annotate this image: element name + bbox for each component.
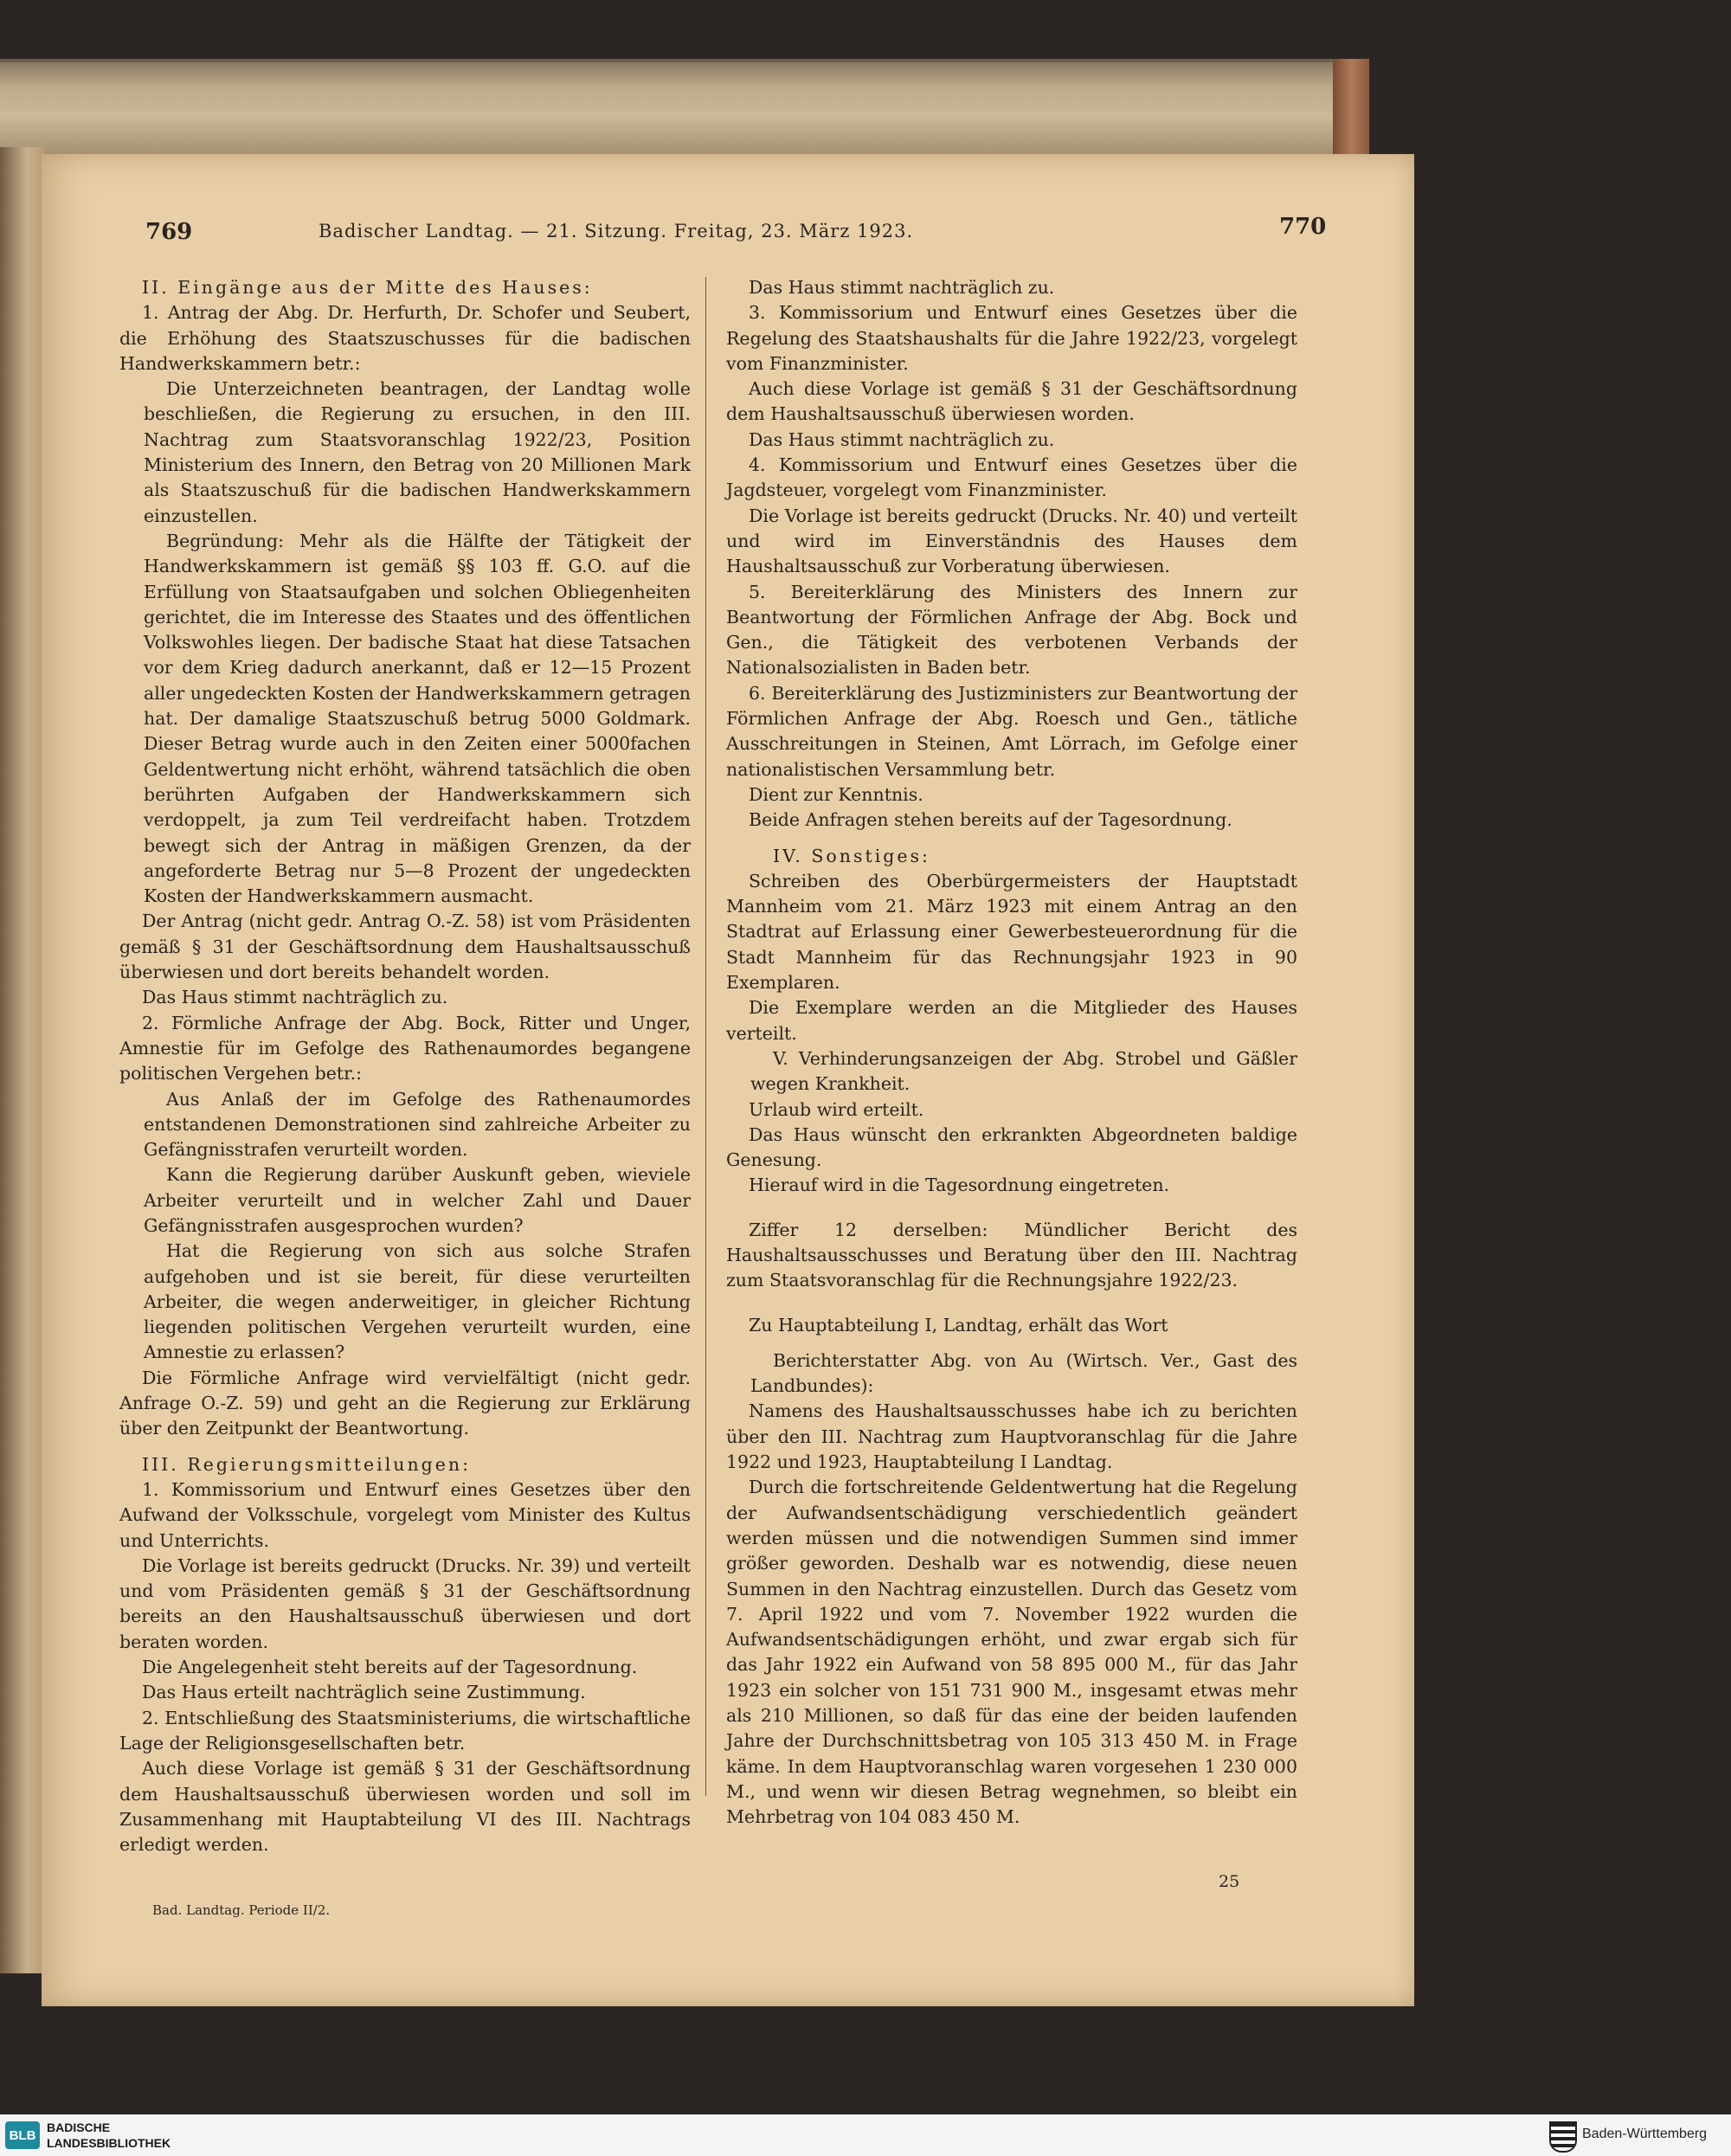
paragraph: Namens des Haushaltsausschusses habe ich zu berichten über den III. Nachtrag zum Hauptvoranschlag für die Jahre 1922 und 1923, Hauptabteilung I Landtag. bbox=[726, 1400, 1297, 1473]
paragraph: Das Haus stimmt nachträglich zu. bbox=[749, 428, 1055, 450]
bw-coat-of-arms-icon bbox=[1549, 2121, 1577, 2153]
paragraph: Das Haus erteilt nachträglich seine Zustimmung. bbox=[142, 1682, 586, 1703]
paragraph: 3. Kommissorium und Entwurf eines Gesetzes über die Regelung des Staatshaushalts für die Jahre 1922/23, vorgelegt vom Finanzminister. bbox=[726, 302, 1297, 374]
paragraph: 5. Bereiterklärung des Ministers des Innern zur Beantwortung der Förmlichen Anfrage der Abg. Bock und Gen., die Tätigkeit des verbotenen Verbands der Nationalsozialisten in Baden betr. bbox=[726, 581, 1297, 679]
paragraph: Das Haus stimmt nachträglich zu. bbox=[749, 277, 1055, 298]
section-heading: IV. Sonstiges: bbox=[773, 845, 930, 866]
book-cover-edge bbox=[1333, 59, 1369, 156]
paragraph: Hierauf wird in die Tagesordnung eingetreten. bbox=[749, 1175, 1170, 1196]
paragraph: Die Angelegenheit steht bereits auf der Tagesordnung. bbox=[142, 1657, 638, 1678]
library-name-line1: BADISCHE bbox=[47, 2121, 111, 2134]
paragraph: 6. Bereiterklärung des Justizministers zur Beantwortung der Förmlichen Anfrage der Abg. Roesch und Gen., tätliche Ausschreitungen in Steinen, Amt Lörrach, im Gefolge einer nationalistischen Versammlung betr. bbox=[726, 682, 1297, 780]
paragraph: Die Vorlage ist bereits gedruckt (Drucks. Nr. 40) und verteilt und wird im Einverständnis des Hauses dem Haushaltsausschuß zur Vorberatung überwiesen. bbox=[726, 505, 1297, 577]
paragraph: Zu Hauptabteilung I, Landtag, erhält das Wort bbox=[749, 1314, 1168, 1335]
page-number-right: 770 bbox=[1279, 214, 1327, 240]
paragraph: Schreiben des Oberbürgermeisters der Hauptstadt Mannheim vom 21. März 1923 mit einem Antrag an den Stadtrat auf Erlassung einer Gewerbesteuerordnung für die Stadt Mannheim für das Rechnungsjahr 1923 in 90 Exemplaren. bbox=[726, 870, 1297, 994]
column-divider bbox=[705, 277, 706, 1796]
paragraph: Das Haus wünscht den erkrankten Abgeordneten baldige Genesung. bbox=[726, 1123, 1297, 1171]
paragraph: 1. Antrag der Abg. Dr. Herfurth, Dr. Schofer und Seubert, die Erhöhung des Staatszuschusses für die badischen Handwerkskammern betr.: bbox=[119, 302, 691, 374]
library-name-line2: LANDESBIBLIOTHEK bbox=[47, 2136, 171, 2150]
left-page-edge bbox=[0, 147, 45, 1973]
paragraph: V. Verhinderungsanzeigen der Abg. Strobel und Gäßler wegen Krankheit. bbox=[750, 1047, 1297, 1095]
paragraph: Die Förmliche Anfrage wird vervielfältigt (nicht gedr. Anfrage O.-Z. 59) und geht an die Regierung zur Erklärung über den Zeitpunkt der Beantwortung. bbox=[119, 1367, 691, 1439]
paragraph: Aus Anlaß der im Gefolge des Rathenaumordes entstandenen Demonstrationen sind zahlreiche Arbeiter zu Gefängnisstrafen verurteilt worden. bbox=[144, 1088, 691, 1161]
running-header bbox=[145, 214, 1327, 254]
right-column bbox=[726, 275, 1297, 1831]
paragraph: Die Exemplare werden an die Mitglieder des Hauses verteilt. bbox=[726, 997, 1297, 1044]
section-heading: II. Eingänge aus der Mitte des Hauses: bbox=[142, 277, 593, 298]
book-page-stack bbox=[0, 59, 1369, 159]
page-number-left: 769 bbox=[145, 219, 193, 245]
paragraph: Auch diese Vorlage ist gemäß § 31 der Geschäftsordnung dem Haushaltsausschuß überwiesen worden. bbox=[726, 378, 1297, 425]
header-title: Badischer Landtag. — 21. Sitzung. Freitag, 23. März 1923. bbox=[319, 221, 914, 241]
speaker-line: Berichterstatter Abg. von Au (Wirtsch. Ver., Gast des Landbundes): bbox=[750, 1349, 1297, 1397]
paragraph: Begründung: Mehr als die Hälfte der Tätigkeit der Handwerkskammern ist gemäß §§ 103 ff. G.O. auf die Erfüllung von Staatsaufgaben und solchen Obliegenheiten gerichtet, die im Interesse des Staates und des öffentlichen Volkswohles liegen. Der badische Staat hat diese Tatsachen vor dem Krieg dadurch anerkannt, daß er 12—15 Prozent aller ungedeckten Kosten der Handwerkskammern getragen hat. Der damalige Staatszuschuß betrug 5000 Goldmark. Dieser Betrag wurde auch in den Zeiten einer 5000fachen Geldentwertung nicht erhöht, während tatsächlich die oben berührten Aufgaben der Handwerkskammern sich verdoppelt, ja zum Teil verdreifacht haben. Trotzdem bewegt sich der Antrag in mäßigen Grenzen, da der angeforderte Betrag nur 5—8 Prozent der ungedeckten Kosten der Handwerkskammern ausmacht. bbox=[144, 530, 691, 907]
paragraph: Auch diese Vorlage ist gemäß § 31 der Geschäftsordnung dem Haushaltsausschuß überwiesen worden und soll im Zusammenhang mit Hauptabteilung VI des III. Nachtrags erledigt werden. bbox=[119, 1758, 691, 1856]
section-heading: III. Regierungsmitteilungen: bbox=[142, 1453, 472, 1475]
paragraph: 1. Kommissorium und Entwurf eines Gesetzes über den Aufwand der Volksschule, vorgelegt vom Minister des Kultus und Unterrichts. bbox=[119, 1478, 691, 1551]
paragraph: Dient zur Kenntnis. bbox=[749, 783, 923, 805]
paragraph: 2. Förmliche Anfrage der Abg. Bock, Ritter und Unger, Amnestie für im Gefolge des Rathenaumordes begangene politischen Vergehen betr.: bbox=[119, 1012, 691, 1084]
paragraph: Kann die Regierung darüber Auskunft geben, wieviele Arbeiter verurteilt und in welcher Zahl und Dauer Gefängnisstrafen ausgesprochen wurden? bbox=[144, 1164, 691, 1236]
paragraph: Hat die Regierung von sich aus solche Strafen aufgehoben und ist sie bereit, für diese verurteilten Arbeiter, die wegen anderweitiger, in gleicher Richtung liegenden politischen Vergehen verurteilt wurden, eine Amnestie zu erlassen? bbox=[144, 1240, 691, 1363]
document-page bbox=[42, 154, 1414, 2006]
library-name bbox=[47, 2120, 171, 2151]
paragraph: Urlaub wird erteilt. bbox=[749, 1098, 924, 1120]
blb-logo-icon[interactable]: BLB bbox=[5, 2121, 40, 2149]
paragraph: Durch die fortschreitende Geldentwertung hat die Regelung der Aufwandsentschädigung verschiedentlich geändert werden müssen und die notwendigen Summen sind immer größer geworden. Deshalb war es notwendig, diese neuen Summen in den Nachtrag einzustellen. Durch das Gesetz vom 7. April 1922 und vom 7. November 1922 wurden die Aufwandsentschädigungen erhöht, und zwar ergab sich für das Jahr 1922 ein Aufwand von 58 895 000 M., für das Jahr 1923 ein solcher von 151 731 900 M., insgesamt etwas mehr als 210 Millionen, so daß für das eine der beiden laufenden Jahre der Durchschnittsbetrag von 105 313 450 M. in Frage käme. In dem Hauptvoranschlag waren vorgesehen 1 230 000 M., und wenn wir diesen Betrag wegnehmen, so bleibt ein Mehrbetrag von 104 083 450 M. bbox=[726, 1477, 1297, 1828]
paragraph: 4. Kommissorium und Entwurf eines Gesetzes über die Jagdsteuer, vorgelegt vom Finanzminister. bbox=[726, 454, 1297, 501]
signature-number: 25 bbox=[1219, 1872, 1240, 1891]
agenda-item-heading: Ziffer 12 derselben: Mündlicher Bericht des Haushaltsausschusses und Beratung über den III. Nachtrag zum Staatsvoranschlag für die Rechnungsjahre 1922/23. bbox=[726, 1219, 1297, 1291]
state-name[interactable]: Baden-Württemberg bbox=[1582, 2127, 1708, 2141]
paragraph: Beide Anfragen stehen bereits auf der Tagesordnung. bbox=[749, 809, 1232, 831]
library-footer-bar bbox=[0, 2114, 1731, 2156]
paragraph: Das Haus stimmt nachträglich zu. bbox=[142, 987, 448, 1008]
paragraph: Die Unterzeichneten beantragen, der Landtag wolle beschließen, die Regierung zu ersuchen, in den III. Nachtrag zum Staatsvoranschlag 1922/23, Position Ministerium des Innern, den Betrag von 20 Millionen Mark als Staatszuschuß für die badischen Handwerkskammern einzustellen. bbox=[144, 378, 691, 526]
paragraph: Die Vorlage ist bereits gedruckt (Drucks. Nr. 39) und verteilt und vom Präsidenten gemäß § 31 der Geschäftsordnung bereits an den Haushaltsausschuß überwiesen und dort beraten worden. bbox=[119, 1554, 691, 1652]
paragraph: 2. Entschließung des Staatsministeriums, die wirtschaftliche Lage der Religionsgesellschaften betr. bbox=[119, 1707, 691, 1754]
footer-note: Bad. Landtag. Periode II/2. bbox=[152, 1902, 331, 1918]
left-column bbox=[119, 275, 691, 1857]
paragraph: Der Antrag (nicht gedr. Antrag O.-Z. 58) ist vom Präsidenten gemäß § 31 der Geschäftsordnung dem Haushaltsausschuß überwiesen und dort bereits behandelt worden. bbox=[119, 911, 691, 983]
